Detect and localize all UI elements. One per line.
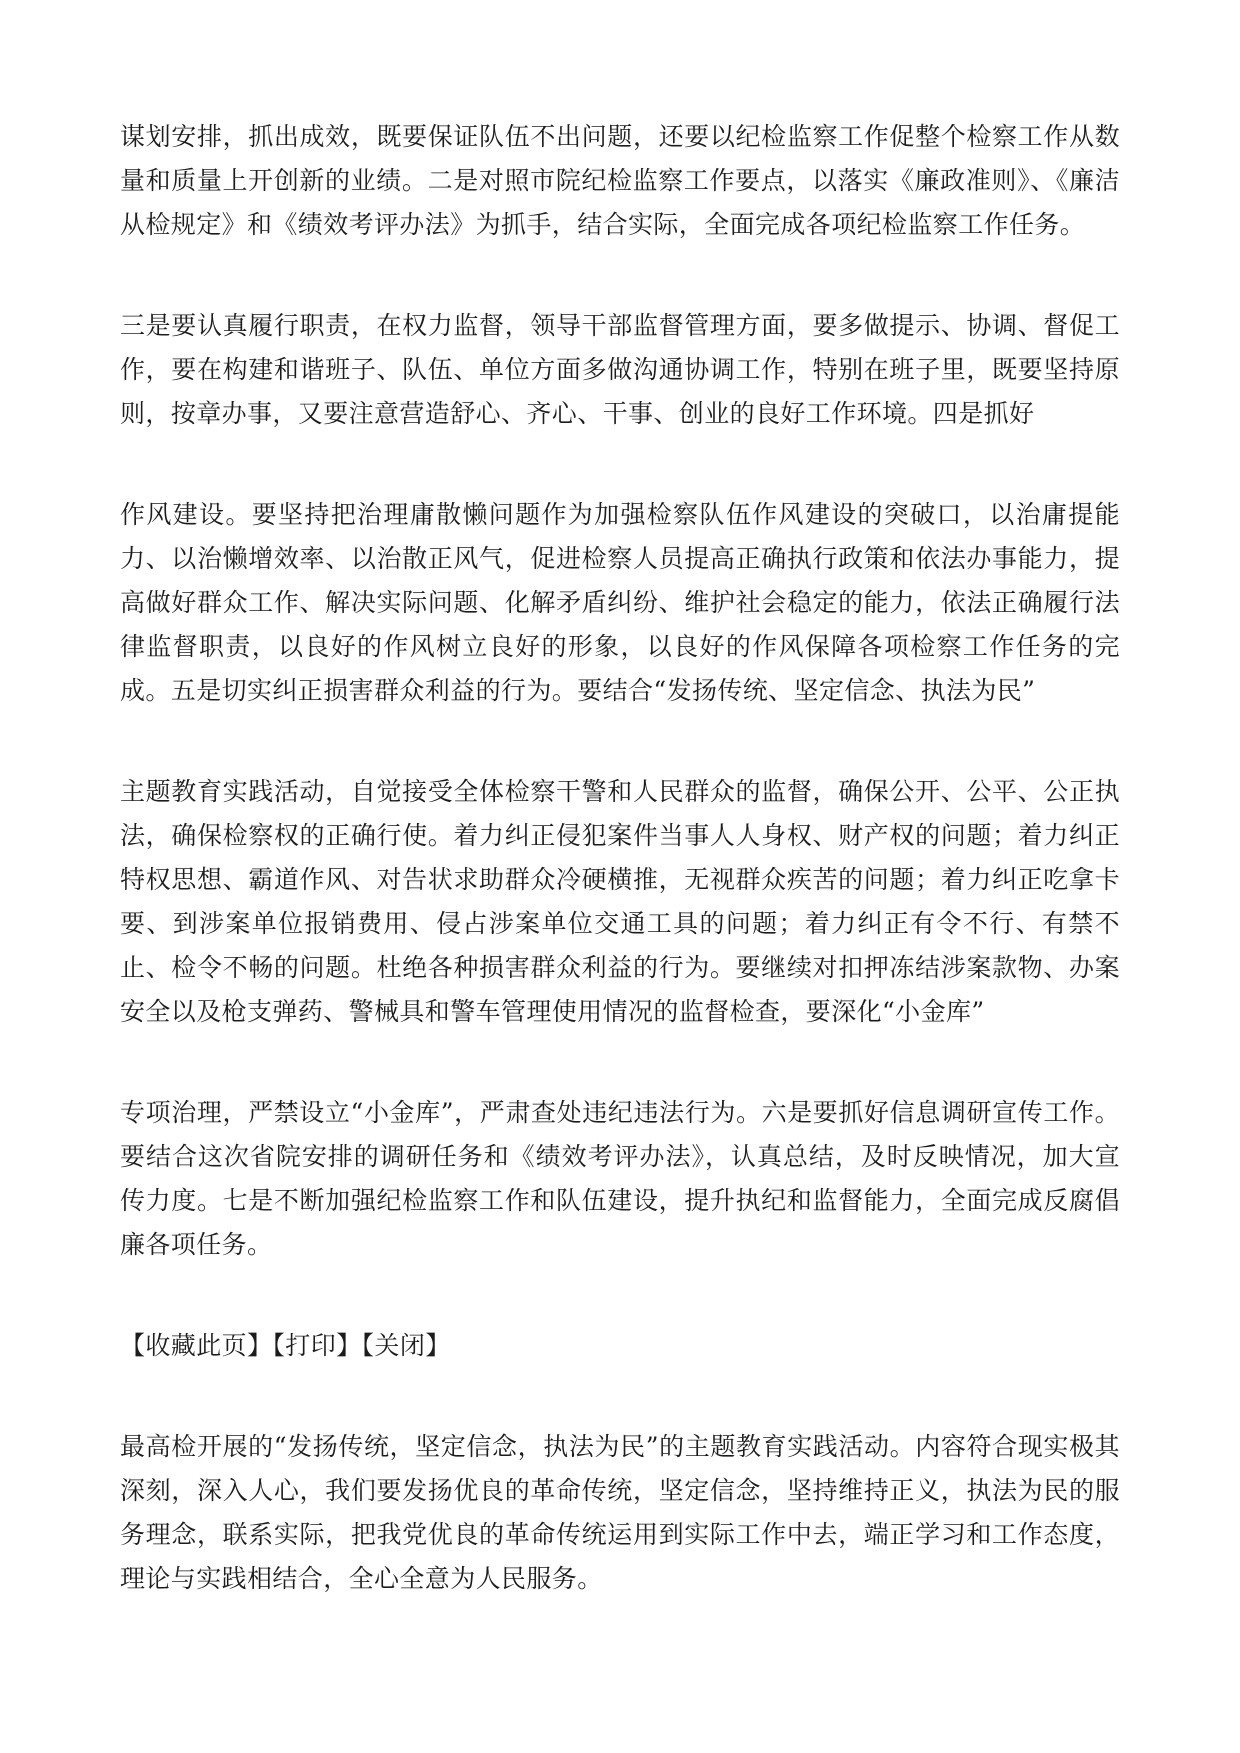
closing-paragraph: 最高检开展的“发扬传统，坚定信念，执法为民”的主题教育实践活动。内容符合现实极其深刻，深入人心，我们要发扬优良的革命传统，坚定信念，坚持维持正义，执法为民的服务理念，联系实际，把我党优良的革命传统运用到实际工作中去，端正学习和工作态度，理论与实践相结合，全心全意为人民服务。 <box>120 1432 1120 1593</box>
paragraph-4: 主题教育实践活动，自觉接受全体检察干警和人民群众的监督，确保公开、公平、公正执法，确保检察权的正确行使。着力纠正侵犯案件当事人人身权、财产权的问题；着力纠正特权思想、霸道作风、对告状求助群众冷硬横推，无视群众疾苦的问题；着力纠正吃拿卡要、到涉案单位报销费用、侵占涉案单位交通工具的问题；着力纠正有令不行、有禁不止、检令不畅的问题。杜绝各种损害群众利益的行为。要继续对扣押冻结涉案款物、办案安全以及枪支弹药、警械具和警车管理使用情况的监督检查，要深化“小金库” <box>120 777 1120 1026</box>
paragraph-3: 作风建设。要坚持把治理庸散懒问题作为加强检察队伍作风建设的突破口，以治庸提能力、以治懒增效率、以治散正风气，促进检察人员提高正确执行政策和依法办事能力，提高做好群众工作、解决实际问题、化解矛盾纠纷、维护社会稳定的能力，依法正确履行法律监督职责，以良好的作风树立良好的形象，以良好的作风保障各项检察工作任务的完成。五是切实纠正损害群众利益的行为。要结合“发扬传统、坚定信念、执法为民” <box>120 500 1120 705</box>
bookmark-page-link[interactable]: 【收藏此页】 <box>120 1331 273 1360</box>
close-link[interactable]: 【关闭】 <box>361 1331 451 1360</box>
paragraph-1: 谋划安排，抓出成效，既要保证队伍不出问题，还要以纪检监察工作促整个检察工作从数量和质量上开创新的业绩。二是对照市院纪检监察工作要点，以落实《廉政准则》、《廉洁从检规定》和《绩效考评办法》为抓手，结合实际，全面完成各项纪检监察工作任务。 <box>120 122 1120 239</box>
paragraph-5: 专项治理，严禁设立“小金库”，严肃查处违纪违法行为。六是要抓好信息调研宣传工作。要结合这次省院安排的调研任务和《绩效考评办法》，认真总结，及时反映情况，加大宣传力度。七是不断加强纪检监察工作和队伍建设，提升执纪和监督能力，全面完成反腐倡廉各项任务。 <box>120 1098 1120 1259</box>
document-page <box>120 115 1120 1601</box>
print-link[interactable]: 【打印】 <box>272 1331 362 1360</box>
page-actions <box>120 1324 1120 1368</box>
paragraph-2: 三是要认真履行职责，在权力监督，领导干部监督管理方面，要多做提示、协调、督促工作，要在构建和谐班子、队伍、单位方面多做沟通协调工作，特别在班子里，既要坚持原则，按章办事，又要注意营造舒心、齐心、干事、创业的良好工作环境。四是抓好 <box>120 311 1120 428</box>
